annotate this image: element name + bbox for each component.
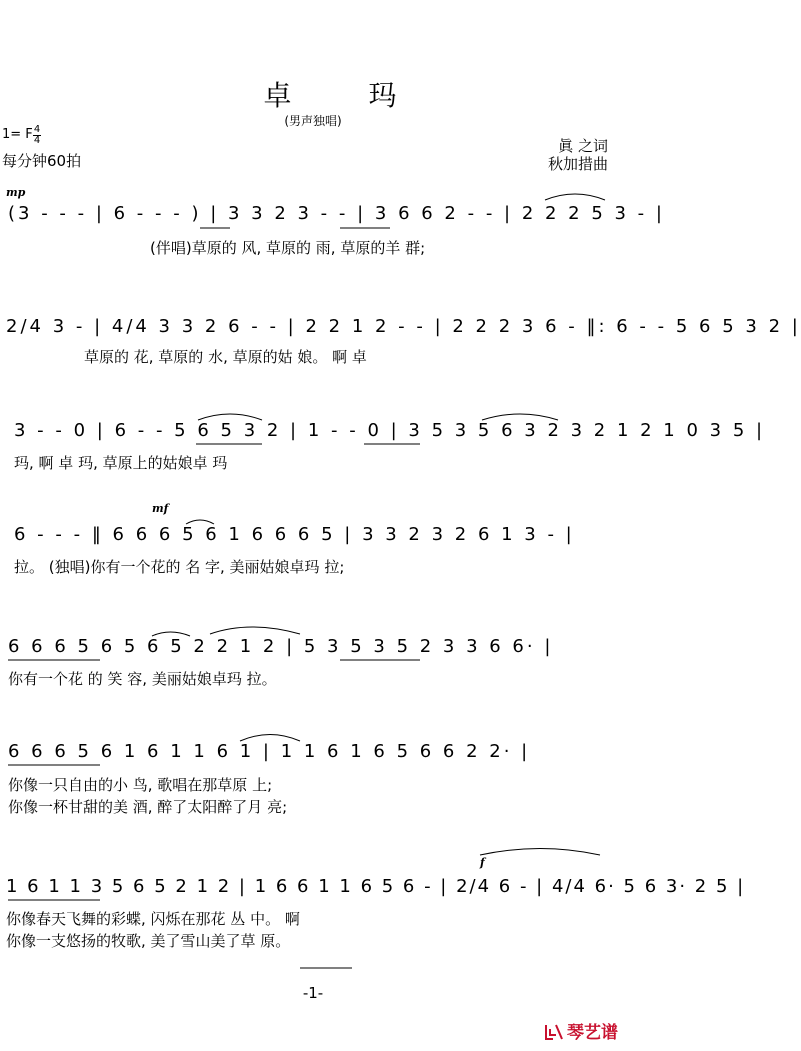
notation-text: 2/4 3 - | 4/4 3 3 2 6 - - | 2 2 1 2 - - | 2 2 2 3 6 - ‖: 6 - - 5 6 5 3 2 | (6, 316, 801, 337)
notation-line-3 (0, 420, 766, 444)
notation-text: 1 6 1 1 3 5 6 5 2 1 2 | 1 6 6 1 1 6 5 6 - | 2/4 6 - | 4/4 6· 5 6 3· 2 5 | (6, 876, 746, 897)
key-signature: 1= F (2, 127, 33, 142)
time-signature-top: 4 (33, 124, 41, 135)
brand-mark-icon (544, 1023, 564, 1041)
page-title: 卓 玛 (263, 79, 431, 112)
notation-line-5 (0, 636, 626, 660)
tempo-marking: 每分钟60拍 (2, 152, 82, 170)
notation-line-4 (0, 524, 626, 548)
time-signature (33, 125, 41, 146)
notation-text: 6 - - - ‖ 6 6 6 5 6 1 6 6 6 5 | 3 3 2 3 2 6 1 3 - | (14, 524, 575, 545)
notation-text: 6 6 6 5 6 5 6 5 2 2 1 2 | 5 3 5 3 5 2 3 3 6 6· | (8, 636, 554, 657)
performance-note: (男声独唱) (284, 114, 342, 128)
lyric-verse-1: 你像一只自由的小 鸟, 歌唱在那草原 上; (8, 776, 273, 794)
time-signature-bottom: 4 (33, 135, 41, 146)
dynamic-mf: mf (152, 502, 169, 515)
lyric-verse-2: 你像一杯甘甜的美 酒, 醉了太阳醉了月 亮; (8, 798, 288, 816)
brand-logo (544, 1018, 618, 1043)
notation-line-7 (0, 876, 746, 900)
dynamic-f: f (480, 856, 485, 869)
dynamic-mp: mp (6, 186, 26, 199)
notation-line-6 (0, 741, 626, 765)
lyricist-credit: 眞 之词 (558, 137, 608, 155)
notation-text: (3 - - - | 6 - - - ) | 3 3 2 3 - - | 3 6 6 2 - - | 2 2 2 5 3 - | (8, 203, 665, 224)
lyric-verse: 玛, 啊 卓 玛, 草原上的姑娘卓 玛 (14, 454, 228, 472)
notation-text: 6 6 6 5 6 1 6 1 1 6 1 | 1 1 6 1 6 5 6 6 2 2· | (8, 741, 531, 762)
page-number: -1- (302, 984, 324, 1002)
notation-line-2 (0, 316, 801, 340)
lyric-verse-1: 你像春天飞舞的彩蝶, 闪烁在那花 丛 中。 啊 (6, 910, 300, 928)
lyric-verse: 你有一个花 的 笑 容, 美丽姑娘卓玛 拉。 (8, 670, 277, 688)
composer-credit: 秋加措曲 (547, 155, 608, 173)
lyric-verse: (伴唱)草原的 风, 草原的 雨, 草原的羊 群; (150, 239, 426, 257)
lyric-verse: 草原的 花, 草原的 水, 草原的姑 娘。 啊 卓 (84, 348, 367, 366)
lyric-verse-2: 你像一支悠扬的牧歌, 美了雪山美了草 原。 (6, 932, 291, 950)
notation-line-1 (0, 203, 665, 227)
brand-name: 琴艺谱 (567, 1023, 618, 1043)
notation-text: 3 - - 0 | 6 - - 5 6 5 3 2 | 1 - - 0 | 3 5 3 5 6 3 2 3 2 1 2 1 0 3 5 | (14, 420, 766, 441)
lyric-verse: 拉。 (独唱)你有一个花的 名 字, 美丽姑娘卓玛 拉; (14, 558, 345, 576)
